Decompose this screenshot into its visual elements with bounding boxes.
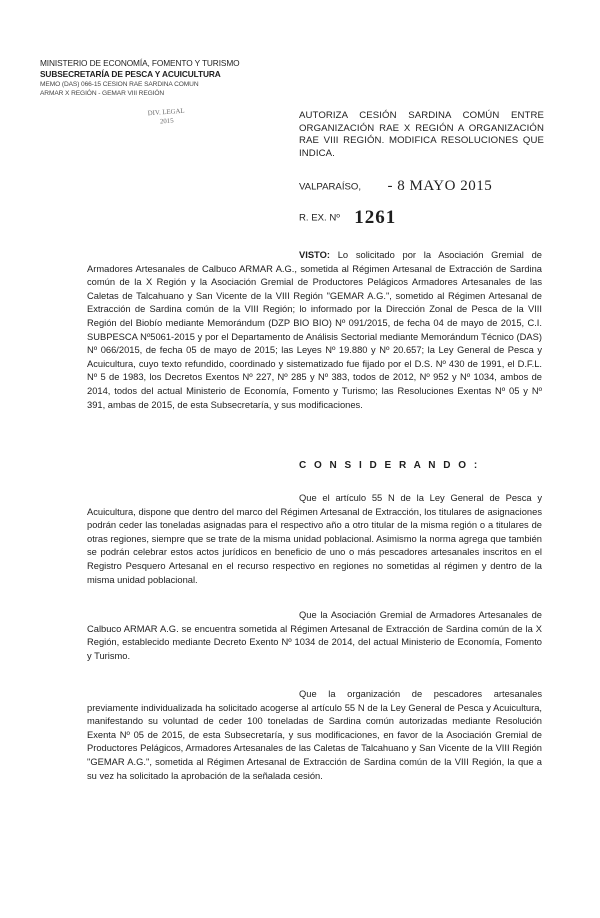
considerando-paragraph-2: Que la Asociación Gremial de Armadores Artesanales de Calbuco ARMAR A.G. se encuentra sometida al Régimen Artesanal de Extracción de Sardina común de la X Región, establecido mediante Decreto Exento Nº 1034 de 2014, del actual Ministerio de Economía, Fomento y Turismo. xyxy=(87,610,542,661)
stamp-line: 2015 xyxy=(159,117,174,125)
considerando-paragraph-3: Que la organización de pescadores artesanales previamente individualizada ha solicitado acogerse al artículo 55 N de la Ley General de Pesca y Acuicultura, manifestando su voluntad de ceder 100 toneladas de Sardina común autorizadas mediante Resolución Exenta Nº 05 de 2015, de esta Subsecretaría, y sus modificaciones, en favor de la Asociación Gremial de Productores Pelágicos, Armadores Artesanales de las Caletas de Talcahuano y San Vicente de la VIII Región "GEMAR A.G.", sometida al Régimen Artesanal de Extracción de Sardina común de la VIII Región, la que a su vez ha solicitado la aprobación de la señalada cesión. xyxy=(87,689,542,781)
place-label: VALPARAÍSO, xyxy=(299,181,362,193)
subsecretaria-name: SUBSECRETARÍA DE PESCA Y ACUICULTURA xyxy=(40,69,221,79)
letterhead xyxy=(40,58,285,98)
memo-reference: MEMO (DAS) 066-15 CESION RAE SARDINA COMUN xyxy=(40,81,199,88)
considerando-paragraph-1: Que el artículo 55 N de la Ley General de Pesca y Acuicultura, dispone que dentro del marco del Régimen Artesanal de Extracción, los titulares de asignaciones podrán ceder las toneladas asignadas para el respectivo año a otro titular de la misma región o a titulares de otras regiones, siempre que se trate de la misma unidad poblacional. Asimismo la norma agrega que también se podrán celebrar estos actos jurídicos en beneficio de uno o más pescadores artesanales inscritos en el Registro Pesquero Artesanal en el recurso respectivo en regiones no sometidas al régimen y dentro de la misma unidad poblacional. xyxy=(87,493,542,585)
resolution-subject: AUTORIZA CESIÓN SARDINA COMÚN ENTRE ORGANIZACIÓN RAE X REGIÓN A ORGANIZACIÓN RAE VIII REGIÓN. MODIFICA RESOLUCIONES QUE INDICA. xyxy=(299,110,544,159)
visto-label: VISTO: xyxy=(299,250,330,260)
date-stamp: - 8 MAYO 2015 xyxy=(387,178,493,195)
ministry-name: MINISTERIO DE ECONOMÍA, FOMENTO Y TURISMO xyxy=(40,58,240,68)
received-stamp xyxy=(141,107,193,140)
visto-paragraph xyxy=(87,249,542,412)
memo-reference-2: ARMAR X REGIÓN - GEMAR VIII REGIÓN xyxy=(40,90,165,97)
place-date-row xyxy=(299,178,492,198)
visto-text: Lo solicitado por la Asociación Gremial de Armadores Artesanales de Calbuco ARMAR A.G., sometida al Régimen Artesanal de Extracción de Sardina común de la X Región y la Asociación Gremial de Productores Pelágicos Armadores Artesanales de las Caletas de Talcahuano y San Vicente de la VIII Región "GEMAR A.G.", sometido al Régimen Artesanal de Extracción de Sardina común de la VIII Región; lo informado por la Dirección Zonal de Pesca de la VIII Región del Biobío mediante Memorándum (DZP BIO BIO) Nº 091/2015, de fecha 04 de mayo de 2015, C.I. SUBPESCA Nº5061-2015 y por el Departamento de Análisis Sectorial mediante Memorándum Técnico (DAS) Nº 066/2015, de fecha 05 de mayo de 2015; las Leyes Nº 19.880 y Nº 20.657; la Ley General de Pesca y Acuicultura, cuyo texto refundido, coordinado y sistematizado fue fijado por el D.S. Nº 430 de 1991, el D.F.L. Nº 5 de 1983, los Decretos Exentos Nº 227, Nº 285 y Nº 383, todos de 2012, Nº 952 y Nº 1034, ambos de 2014, todos del actual Ministerio de Economía, Fomento y Turismo; las Resoluciones Exentas Nº 05 y Nº 391, ambas de 2015, de esta Subsecretaría, y sus modificaciones. xyxy=(87,250,542,410)
resolution-number: 1261 xyxy=(354,207,397,228)
resolution-number-row xyxy=(299,207,396,231)
stamp-line: DIV. LEGAL xyxy=(147,107,185,118)
rex-label: R. EX. Nº xyxy=(299,212,340,224)
considerando-heading: C O N S I D E R A N D O : xyxy=(299,460,480,471)
